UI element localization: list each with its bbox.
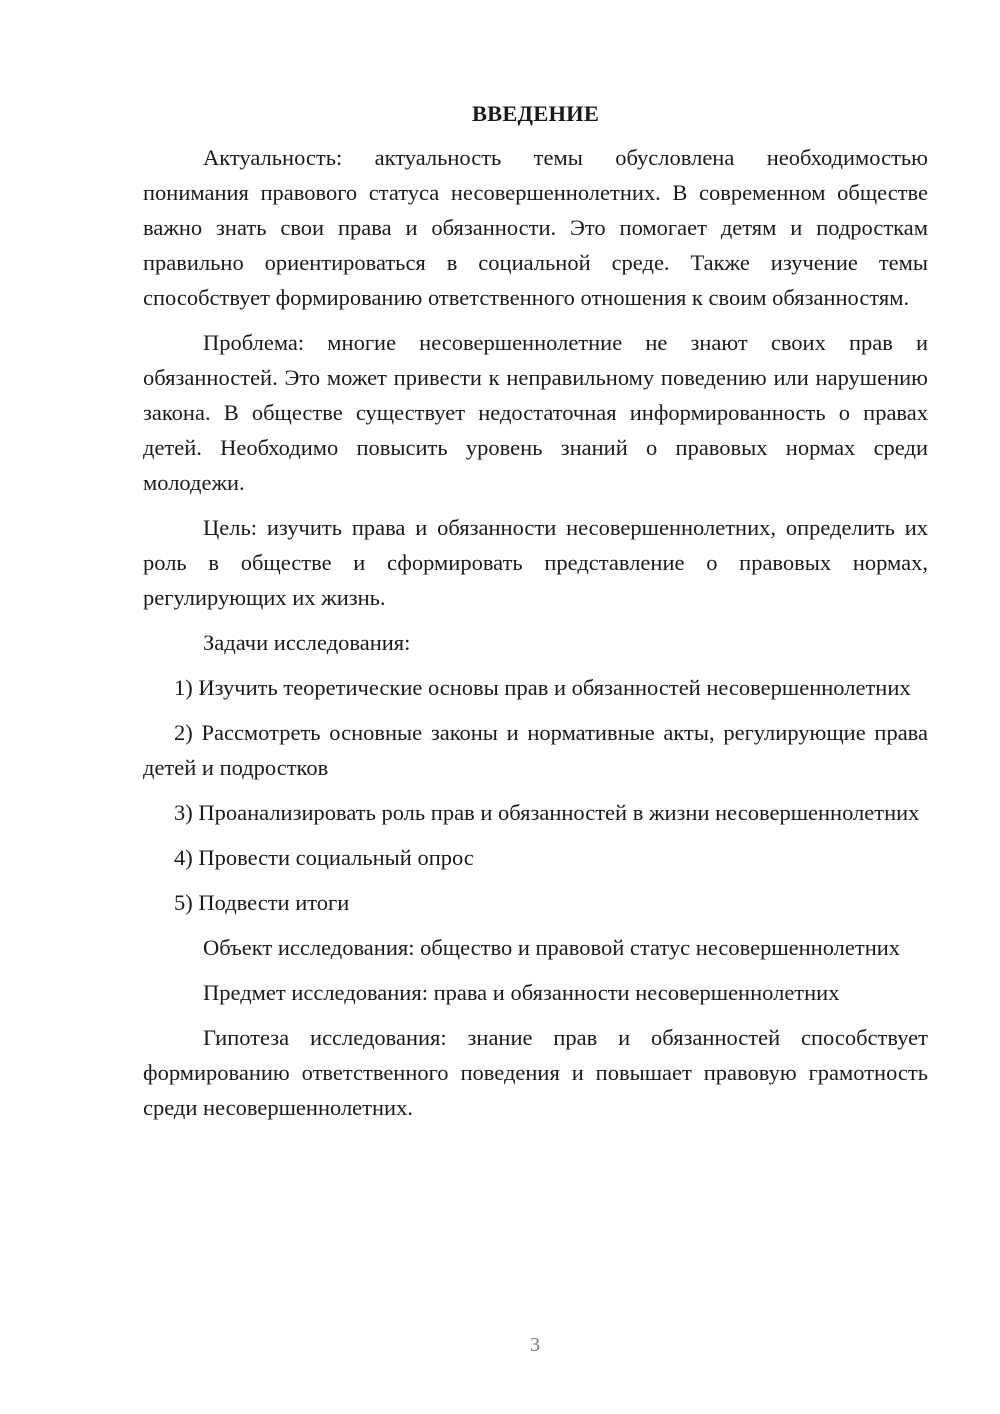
- research-subject-paragraph: Предмет исследования: права и обязанности несовершеннолетних: [203, 980, 840, 1005]
- page-content: [143, 96, 928, 1135]
- task-item-1: 1) Изучить теоретические основы прав и обязанностей несовершеннолетних: [174, 675, 911, 700]
- research-object-paragraph: Объект исследования: общество и правовой статус несовершеннолетних: [203, 935, 901, 960]
- hypothesis-paragraph: Гипотеза исследования: знание прав и обязанностей способствует формированию ответственного поведения и повышает правовую грамотность среди несовершеннолетних.: [143, 1025, 928, 1120]
- task-item-2: 2) Рассмотреть основные законы и нормативные акты, регулирующие права детей и подростков: [143, 720, 928, 780]
- task-item-4: 4) Провести социальный опрос: [174, 845, 474, 870]
- problem-paragraph: Проблема: многие несовершеннолетние не знают своих прав и обязанностей. Это может привести к неправильному поведению или нарушению закона. В обществе существует недостаточная информированность о правах детей. Необходимо повысить уровень знаний о правовых нормах среди молодежи.: [143, 330, 928, 495]
- page-heading: ВВЕДЕНИЕ: [471, 101, 600, 126]
- task-item-5: 5) Подвести итоги: [174, 890, 350, 915]
- goal-paragraph: Цель: изучить права и обязанности несовершеннолетних, определить их роль в обществе и сформировать представление о правовых нормах, регулирующих их жизнь.: [143, 515, 928, 610]
- task-item-3: 3) Проанализировать роль прав и обязанностей в жизни несовершеннолетних: [174, 800, 920, 825]
- page-number: 3: [530, 1334, 540, 1356]
- tasks-title: Задачи исследования:: [203, 630, 411, 655]
- relevance-paragraph: Актуальность: актуальность темы обусловлена необходимостью понимания правового статуса несовершеннолетних. В современном обществе важно знать свои права и обязанности. Это помогает детям и подросткам правильно ориентироваться в социальной среде. Также изучение темы способствует формированию ответственного отношения к своим обязанностям.: [143, 145, 928, 310]
